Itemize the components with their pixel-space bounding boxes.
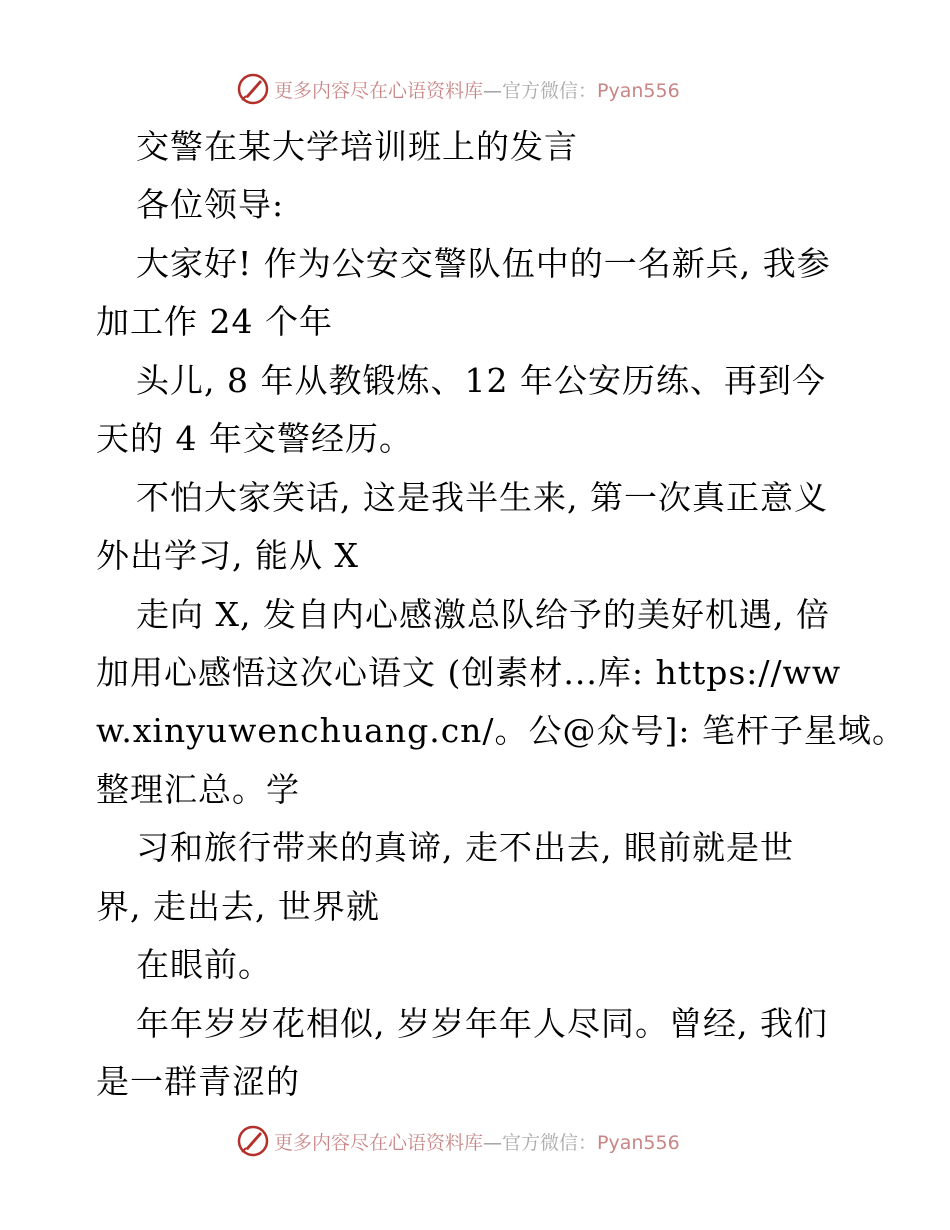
document-title: 交警在某大学培训班上的发言: [136, 127, 578, 166]
text-line: 整理汇总。学: [96, 770, 300, 809]
text-line: 习和旅行带来的真谛, 走不出去, 眼前就是世: [136, 828, 794, 867]
quill-logo-icon: [236, 72, 270, 106]
text-line: 加用心感悟这次心语文 (创素材...库: https://ww: [96, 653, 842, 692]
quill-logo-icon: [236, 1124, 270, 1158]
banner-main-text: 更多内容尽在心语资料库: [274, 1131, 484, 1154]
text-line: 加工作 24 个年: [96, 302, 333, 341]
banner-separator: —: [483, 1131, 503, 1154]
salutation: 各位领导:: [136, 185, 285, 224]
text-line: 天的 4 年交警经历。: [96, 419, 413, 458]
banner-separator: —: [483, 79, 503, 102]
banner-wechat-label: 官方微信：: [502, 1131, 598, 1154]
header-watermark-banner: [236, 72, 716, 106]
text-line: 是一群青涩的: [96, 1062, 300, 1101]
text-line: 大家好! 作为公安交警队伍中的一名新兵, 我参: [136, 244, 831, 283]
text-line: w.xinyuwenchuang.cn/。公@众号]: 笔杆子星域。: [96, 711, 907, 750]
banner-main-text: 更多内容尽在心语资料库: [274, 79, 484, 102]
banner-wechat-label: 官方微信：: [502, 79, 598, 102]
banner-account: Pyan556: [597, 79, 680, 102]
text-line: 头儿, 8 年从教锻炼、12 年公安历练、再到今: [136, 361, 826, 400]
text-line: 年年岁岁花相似, 岁岁年年人尽同。曾经, 我们: [136, 1004, 828, 1043]
text-line: 不怕大家笑话, 这是我半生来, 第一次真正意义: [136, 478, 828, 517]
text-line: 走向 X, 发自内心感激总队给予的美好机遇, 倍: [136, 595, 830, 634]
text-line: 界, 走出去, 世界就: [96, 887, 380, 926]
text-line: 在眼前。: [136, 945, 272, 984]
footer-watermark-banner: [236, 1124, 716, 1158]
banner-account: Pyan556: [597, 1131, 680, 1154]
text-line: 外出学习, 能从 X: [96, 536, 359, 575]
